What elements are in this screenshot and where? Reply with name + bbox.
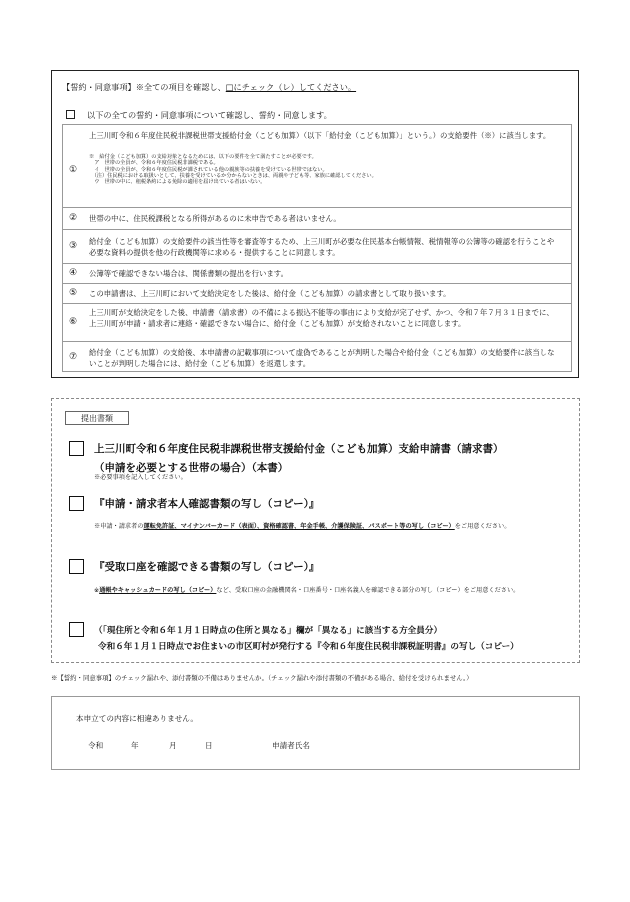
- consent-item-7: ⑦ 給付金（こども加算）の支給後、本申請書の記載事項について虚偽であることが判明した場合や給付金（こども加算）の支給要件に該当しないことが判明した場合には、給付金（こども加算）を返還します。: [63, 341, 571, 373]
- doc2-note: ※申請・請求者の運転免許証、マイナンバーカード（表面）、資格確認書、年金手帳、介護保険証、パスポート等の写し（コピー）をご用意ください。: [94, 523, 511, 530]
- date-era: 令和: [88, 741, 104, 750]
- date-month-label[interactable]: 月: [169, 741, 177, 750]
- doc1-subtitle: （申請を必要とする世帯の場合）（本書）: [94, 462, 289, 474]
- doc4-title: （「現住所と令和６年１月１日時点の住所と異なる」欄が「異なる」に該当する方全員分）: [94, 626, 443, 636]
- declaration-box: [51, 696, 580, 770]
- consent-item-5: ⑤ この申請書は、上三川町において支給決定をした後は、給付金（こども加算）の請求書として取り扱います。: [63, 283, 571, 303]
- agree-all-label: 以下の全ての誓約・同意事項について確認し、誓約・同意します。: [87, 110, 332, 120]
- documents-label: 提出書類: [65, 411, 129, 425]
- doc4-subtitle: 令和６年１月１日時点でお住まいの市区町村が発行する『令和６年度住民税非課税証明書』の写し（コピー）: [98, 642, 519, 652]
- doc3-title: 『受取口座を確認できる書類の写し（コピー）』: [94, 561, 320, 573]
- agree-all-checkbox[interactable]: [66, 110, 75, 119]
- consent-header: 【誓約・同意事項】※全ての項目を確認し、□にチェック（レ）してください。: [62, 82, 357, 92]
- agree-all-row[interactable]: [66, 110, 332, 121]
- consent-item-2: ② 世帯の中に、住民税課税となる所得があるのに未申告である者はいません。: [63, 207, 571, 229]
- consent-item-1: ① 上三川町令和６年度住民税非課税世帯支援給付金（こども加算）（以下「給付金（こども加算）」という。）の支給要件（※）に該当します。 ※ 給付金（こども加算）の支給対象となるためには、以下の要件を全て満たすことが必要です。 ア 世帯の全員が、令和６年度住民税非課税である。 イ 世帯の全員が、令和６年度住民税が課されている他の親族等の扶養を受けている世帯ではない。 （注）住民税における取扱いとして、扶養を受けているか分からないときは、両親や子ども等、家族に確認してください。 ウ 世帯の中に、租税条約による免除の適用を届け出ている者はいない。: [63, 125, 571, 207]
- consent-item-3: ③ 給付金（こども加算）の支給要件の該当性等を審査等するため、上三川町が必要な住民基本台帳情報、税情報等の公簿等の確認を行うことや必要な資料の提供を他の行政機関等に求める・提供することに同意します。: [63, 229, 571, 263]
- doc1-note: ※必要事項を記入してください。: [94, 474, 187, 481]
- item-1-notes: ※ 給付金（こども加算）の支給対象となるためには、以下の要件を全て満たすことが必要です。 ア 世帯の全員が、令和６年度住民税非課税である。 イ 世帯の全員が、令和６年度住民税が課されている他の親族等の扶養を受けている世帯ではない。 （注）住民税における取扱いとして、扶養を受けているか分からないときは、両親や子ども等、家族に確認してください。 ウ 世帯の中に、租税条約による免除の適用を届け出ている者はいない。: [89, 154, 377, 186]
- declaration-text: 本申立ての内容に相違ありません。: [76, 714, 198, 723]
- doc4-checkbox[interactable]: [69, 622, 84, 637]
- doc3-checkbox[interactable]: [69, 559, 84, 574]
- date-year-label[interactable]: 年: [131, 741, 139, 750]
- footnote: ※【誓約・同意事項】のチェック漏れや、添付書類の不備はありませんか。（チェック漏れや添付書類の不備がある場合、給付を受けられません。）: [51, 674, 473, 682]
- doc3-note: ※通帳やキャッシュカードの写し（コピー）など、受取口座の金融機関名・口座番号・口座名義人を確認できる部分の写し（コピー）をご用意ください。: [94, 587, 520, 594]
- consent-items-table: [62, 124, 572, 372]
- consent-item-6: ⑥ 上三川町が支給決定をした後、申請書（請求書）の不備による振込不能等の事由により支給が完了せず、かつ、令和７年７月３１日までに、上三川町が申請・請求者に連絡・確認できない場合に、給付金（こども加算）が支給されないことに同意します。: [63, 303, 571, 341]
- doc1-title: 上三川町令和６年度住民税非課税世帯支援給付金（こども加算）支給申請書（請求書）: [94, 443, 504, 455]
- date-day-label[interactable]: 日: [205, 741, 213, 750]
- doc2-checkbox[interactable]: [69, 496, 84, 511]
- applicant-name-label[interactable]: 申請者氏名: [272, 741, 310, 750]
- consent-item-4: ④ 公簿等で確認できない場合は、関係書類の提出を行います。: [63, 263, 571, 283]
- doc1-checkbox[interactable]: [69, 441, 84, 456]
- doc2-title: 『申請・請求者本人確認書類の写し（コピー）』: [94, 498, 320, 510]
